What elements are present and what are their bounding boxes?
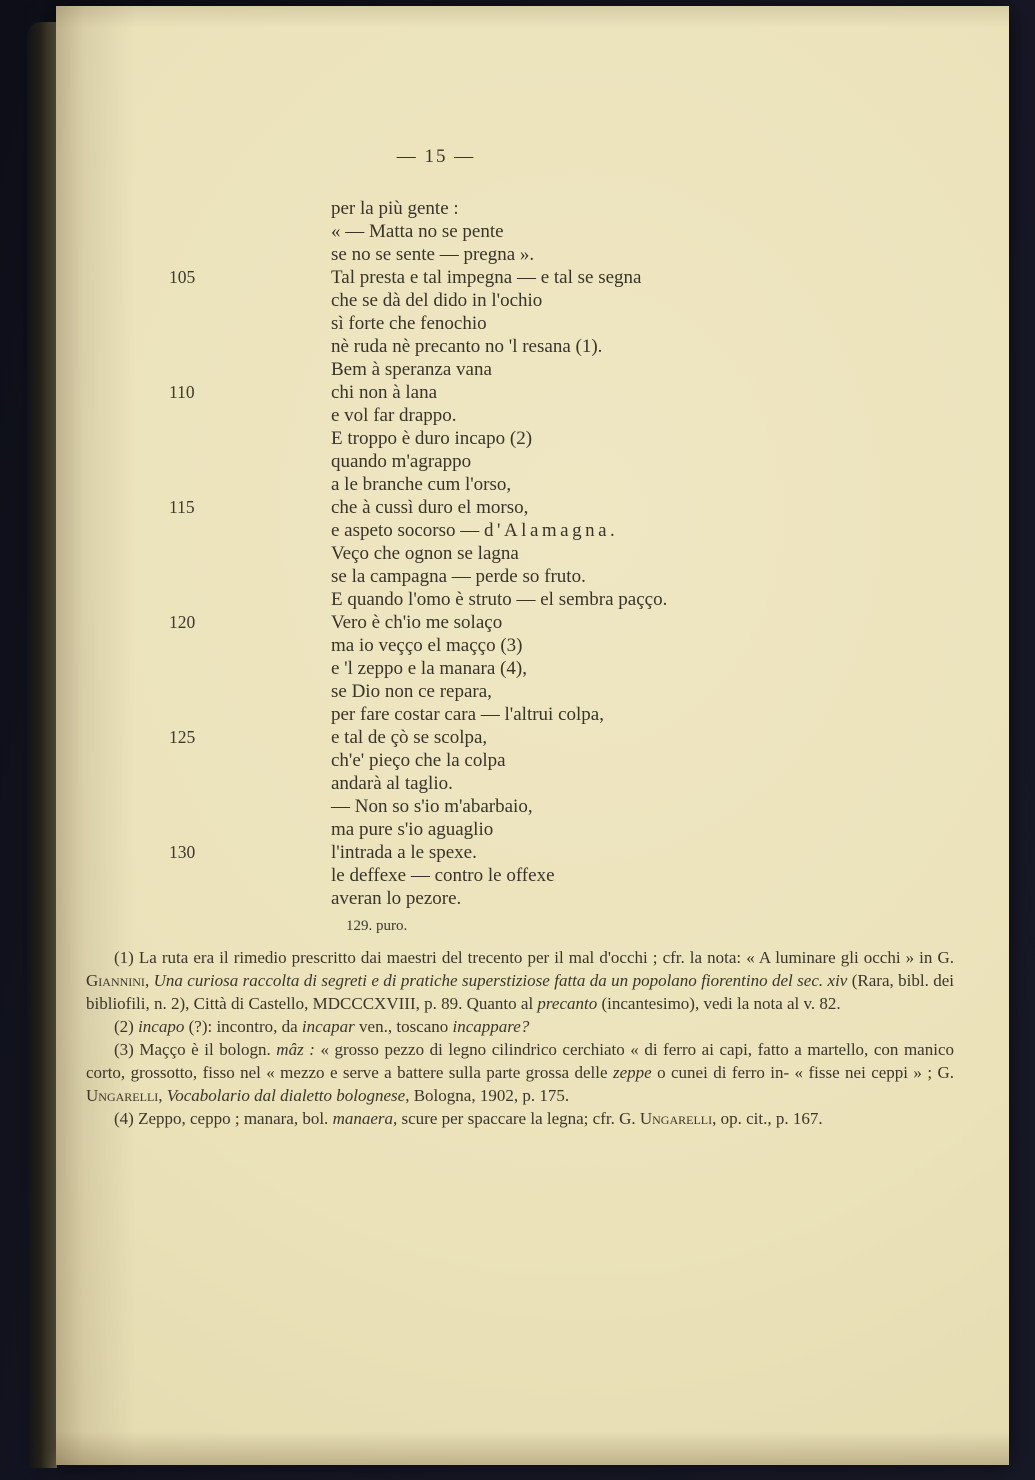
verse-number <box>169 680 331 703</box>
verse-text <box>331 818 493 841</box>
text-segment: — Non so s'io m'abarbaio, <box>331 796 533 817</box>
text-segment: ma io veçço el maçço (3) <box>331 635 523 656</box>
verse-number <box>169 197 331 220</box>
verse-text <box>331 841 477 864</box>
verse-text <box>331 726 487 749</box>
text-segment: Tal presta e tal impegna — e tal se segna <box>331 267 642 288</box>
text-segment: « — Matta no se pente <box>331 221 504 242</box>
verse-text <box>331 634 522 657</box>
text-segment: (4) Zeppo, ceppo ; manara, bol. <box>114 1109 333 1128</box>
text-segment: e 'l zeppo e la manara (4), <box>331 658 527 679</box>
verse-text <box>331 680 492 703</box>
text-segment: ma pure s'io aguaglio <box>331 819 494 840</box>
verse-line <box>169 565 909 588</box>
text-segment: d'Alamagna. <box>484 520 619 541</box>
verse-text <box>331 312 487 335</box>
verse-number: 105 <box>169 267 196 287</box>
text-segment: « grosso pezzo di legno cilindrico cerchiato « di ferro ai capi, fatto a martello, con manico corto, grossotto, fisso nel « mezzo e serve a battere sulla parte grossa delle <box>86 1040 954 1082</box>
text-segment: (incantesimo), vedi la nota al v. 82. <box>597 994 841 1013</box>
footnote <box>86 1015 954 1038</box>
poem <box>169 197 909 910</box>
verse-text <box>331 473 511 496</box>
verse-text <box>331 657 527 680</box>
verse-line <box>169 726 909 749</box>
verse-number <box>169 887 331 910</box>
text-segment: (3) Maçço è il bologn. <box>114 1040 277 1059</box>
verse-line <box>169 795 909 818</box>
verse-text <box>331 749 506 772</box>
verse-text <box>331 427 532 450</box>
text-segment: e aspeto socorso — <box>331 520 485 541</box>
verse-number <box>169 312 331 335</box>
text-segment: , <box>144 971 154 990</box>
verse-number <box>169 220 331 243</box>
text-segment: Bem à speranza vana <box>331 359 492 380</box>
italic-text: mâz : <box>276 1040 315 1059</box>
text-segment: (2) <box>114 1017 139 1036</box>
text-segment: che se dà del dido in l'ochio <box>331 290 543 311</box>
text-segment: , Bologna, 1902, p. 175. <box>405 1086 570 1105</box>
text-segment: nè ruda nè precanto no 'l resana (1). <box>331 336 603 357</box>
verse-number <box>169 703 331 726</box>
text-segment: (Rara, bibl. dei bibliofili, n. 2), Città di Castello, MDCCCXVIII, p. 89. Quanto al <box>86 971 955 1013</box>
text-segment: a le branche cum l'orso, <box>331 474 512 495</box>
verse-line <box>169 473 909 496</box>
verse-number <box>169 795 331 818</box>
small-caps-name: Giannini <box>86 971 145 990</box>
verse-number <box>169 404 331 427</box>
verse-number <box>169 588 331 611</box>
verse-text <box>331 197 459 220</box>
italic-text: Vocabolario dal dialetto bolognese <box>166 1086 406 1105</box>
verse-line <box>169 818 909 841</box>
text-segment: e tal de çò se scolpa, <box>331 727 488 748</box>
verse-line <box>169 772 909 795</box>
verse-line <box>169 680 909 703</box>
verse-text <box>331 542 519 565</box>
verse-number <box>169 289 331 312</box>
verse-number: 110 <box>169 382 195 402</box>
italic-text: zeppe <box>612 1063 652 1082</box>
verse-line <box>169 496 909 519</box>
italic-text: incappare? <box>452 1017 530 1036</box>
verse-line <box>169 197 909 220</box>
text-segment: quando m'agrappo <box>331 451 472 472</box>
verse-number <box>169 473 331 496</box>
verse-text <box>331 266 641 289</box>
text-segment: sì forte che fenochio <box>331 313 487 334</box>
footnote <box>86 1038 954 1107</box>
verse-number: 130 <box>169 842 196 862</box>
verse-text <box>331 450 471 473</box>
verse-number: 120 <box>169 612 196 632</box>
text-segment: , op. cit., p. 167. <box>712 1109 823 1128</box>
verse-line <box>169 381 909 404</box>
verse-number <box>169 450 331 473</box>
verse-text <box>331 864 555 887</box>
page-number: — 15 — <box>396 146 476 167</box>
verse-line <box>169 542 909 565</box>
verse-line <box>169 243 909 266</box>
text-segment: l'intrada a le spexe. <box>331 842 477 863</box>
italic-text: Una curiosa raccolta di segreti e di pratiche superstiziose fatta da un popolano fiorentino del sec. xiv <box>153 971 848 990</box>
verse-number <box>169 427 331 450</box>
verse-text <box>331 404 457 427</box>
book-page <box>56 6 1009 1465</box>
verse-text <box>331 519 618 542</box>
italic-text: precanto <box>537 994 598 1013</box>
verse-line <box>169 887 909 910</box>
text-segment: che à cussì duro el morso, <box>331 497 529 518</box>
verse-line <box>169 404 909 427</box>
verse-number: 115 <box>169 497 195 517</box>
verse-line <box>169 841 909 864</box>
verse-line <box>169 657 909 680</box>
verse-line <box>169 588 909 611</box>
verse-line <box>169 335 909 358</box>
footnotes <box>86 946 954 1130</box>
footnote <box>86 946 954 1015</box>
verse-text <box>331 887 461 910</box>
verse-text <box>331 358 492 381</box>
verse-text <box>331 795 533 818</box>
small-caps-name: Ungarelli <box>86 1086 159 1105</box>
verse-line <box>169 312 909 335</box>
verse-line <box>169 634 909 657</box>
text-segment: o cunei di ferro in- « fisse nei ceppi » ; G. <box>651 1063 954 1082</box>
text-segment: Veço che ognon se lagna <box>331 543 519 564</box>
text-segment: per la più gente : <box>331 198 459 219</box>
verse-number <box>169 864 331 887</box>
verse-number <box>169 542 331 565</box>
verse-text <box>331 289 542 312</box>
verse-line <box>169 864 909 887</box>
verse-text <box>331 220 504 243</box>
verse-number <box>169 749 331 772</box>
italic-text: incapar <box>301 1017 355 1036</box>
verse-text <box>331 335 602 358</box>
verse-number <box>169 772 331 795</box>
italic-text: manaera <box>332 1109 394 1128</box>
small-caps-name: Ungarelli <box>639 1109 713 1128</box>
verse-number <box>169 634 331 657</box>
footnote <box>86 1107 954 1130</box>
verse-number <box>169 818 331 841</box>
verse-line <box>169 289 909 312</box>
italic-text: incapo <box>138 1017 185 1036</box>
verse-line <box>169 611 909 634</box>
verse-number <box>169 565 331 588</box>
text-segment: andarà al taglio. <box>331 773 453 794</box>
text-segment: E quando l'omo è struto — el sembra paçço. <box>331 589 668 610</box>
verse-text <box>331 703 604 726</box>
verse-number <box>169 335 331 358</box>
text-segment: (1) La ruta era il rimedio prescritto dai maestri del trecento per il mal d'occhi ; cfr. la nota: « A luminare gli occhi » in G. <box>114 948 954 967</box>
text-segment: se no se sente — pregna ». <box>331 244 535 265</box>
text-segment: , scure per spaccare la legna; cfr. G. <box>393 1109 640 1128</box>
text-segment: (?): incontro, da <box>184 1017 302 1036</box>
text-segment: se Dio non ce repara, <box>331 681 492 702</box>
text-segment: , <box>158 1086 167 1105</box>
text-segment: se la campagna — perde so fruto. <box>331 566 586 587</box>
text-segment: E troppo è duro incapo (2) <box>331 428 533 449</box>
verse-number <box>169 358 331 381</box>
verse-line <box>169 450 909 473</box>
verse-text <box>331 381 437 404</box>
text-segment: averan lo pezore. <box>331 888 462 909</box>
verse-line <box>169 703 909 726</box>
text-segment: chi non à lana <box>331 382 438 403</box>
verse-line <box>169 220 909 243</box>
verse-number <box>169 519 331 542</box>
verse-line <box>169 519 909 542</box>
text-segment: ch'e' pieço che la colpa <box>331 750 506 771</box>
verse-text <box>331 243 534 266</box>
verse-line <box>169 266 909 289</box>
book-page-stack-edge <box>27 22 57 1468</box>
verse-text <box>331 588 667 611</box>
text-segment: le deffexe — contro le offexe <box>331 865 555 886</box>
text-segment: Vero è ch'io me solaço <box>331 612 503 633</box>
text-segment: per fare costar cara — l'altrui colpa, <box>331 704 604 725</box>
verse-line <box>169 358 909 381</box>
verse-text <box>331 772 453 795</box>
verse-number: 125 <box>169 727 196 747</box>
verse-number <box>169 657 331 680</box>
text-segment: e vol far drappo. <box>331 405 457 426</box>
verse-line <box>169 427 909 450</box>
text-segment: ven., toscano <box>354 1017 453 1036</box>
verse-text <box>331 611 502 634</box>
apparatus-note: 129. puro. <box>346 918 408 934</box>
verse-number <box>169 243 331 266</box>
verse-text <box>331 565 586 588</box>
verse-line <box>169 749 909 772</box>
verse-text <box>331 496 528 519</box>
